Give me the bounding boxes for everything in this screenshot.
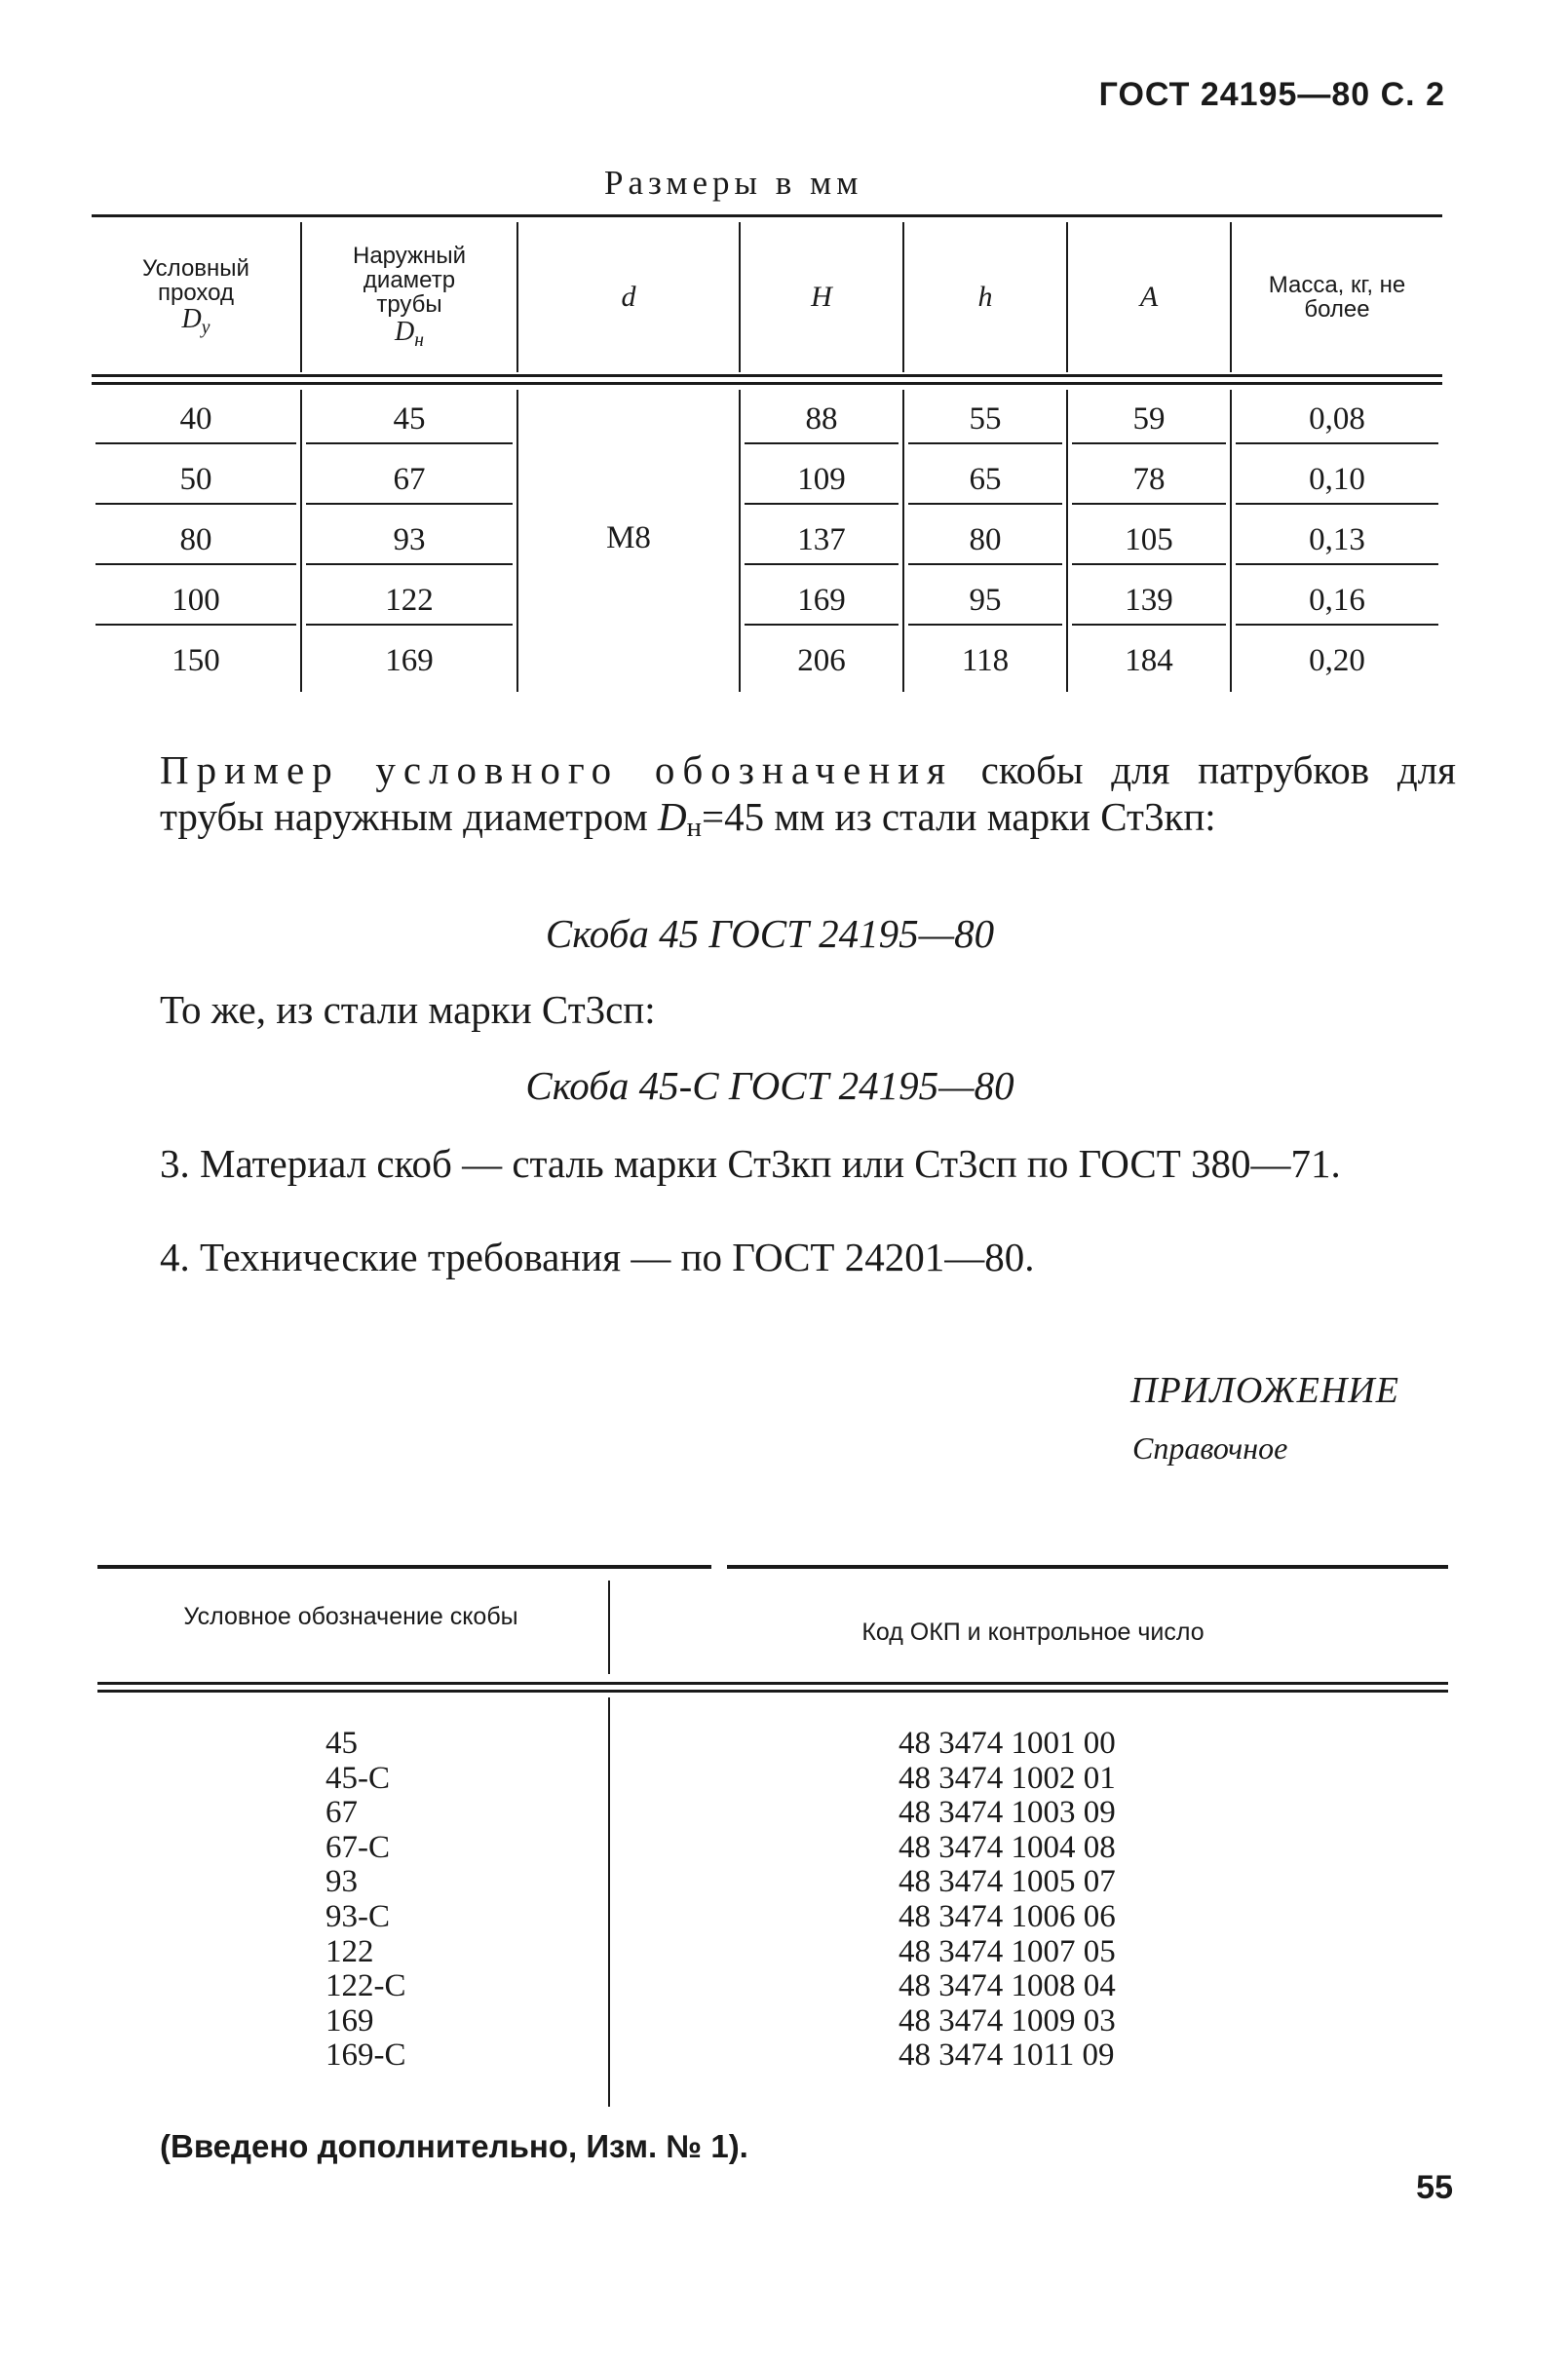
header-d: d xyxy=(621,281,636,314)
table-cell: 80 xyxy=(179,522,212,557)
row-separator xyxy=(306,624,513,626)
okp-designation: 67 xyxy=(325,1795,358,1831)
okp-code-column xyxy=(899,1727,1116,2074)
table-cell: 55 xyxy=(969,401,1002,437)
header-mass: Масса, кг, не более xyxy=(1268,271,1406,323)
table-cell: 50 xyxy=(179,462,212,497)
table-cell: 105 xyxy=(1125,522,1173,557)
okp-designation: 45 xyxy=(325,1726,358,1761)
example-paragraph xyxy=(160,746,1456,851)
appendix-subtitle: Справочное xyxy=(1132,1430,1288,1466)
row-separator xyxy=(1236,563,1438,565)
okp-code: 48 3474 1009 03 xyxy=(899,2002,1116,2038)
okp-designation: 169 xyxy=(325,2002,374,2038)
row-separator xyxy=(908,442,1062,444)
okp-designation: 122 xyxy=(325,1933,374,1969)
row-separator xyxy=(96,563,296,565)
table-cell: 169 xyxy=(797,583,846,618)
row-separator xyxy=(745,624,899,626)
okp-designation: 93-С xyxy=(325,1898,390,1934)
table-cell: 80 xyxy=(969,522,1002,557)
header-dy: Условный проход $D_у$ xyxy=(92,224,300,370)
appendix-title: ПРИЛОЖЕНИЕ xyxy=(1130,1370,1399,1411)
row-separator xyxy=(1236,624,1438,626)
row-separator xyxy=(1072,503,1226,505)
table-cell: 0,13 xyxy=(1309,522,1365,557)
table-cell: 139 xyxy=(1125,583,1173,618)
table-cell: 93 xyxy=(393,522,426,557)
row-separator xyxy=(745,563,899,565)
okp-code: 48 3474 1003 09 xyxy=(899,1795,1116,1831)
okp-designation: 93 xyxy=(325,1864,358,1900)
header-h: h xyxy=(977,281,993,314)
row-separator xyxy=(96,442,296,444)
okp-code: 48 3474 1008 04 xyxy=(899,1968,1116,2004)
table-cell: 0,10 xyxy=(1309,462,1365,497)
row-separator xyxy=(745,503,899,505)
table-cell: 206 xyxy=(797,643,846,678)
table-cell: 88 xyxy=(805,401,838,437)
d-value: М8 xyxy=(606,520,651,555)
example-lead: Пример условного обозначения xyxy=(160,747,953,792)
row-separator xyxy=(1072,563,1226,565)
row-separator xyxy=(306,503,513,505)
row-separator xyxy=(1236,503,1438,505)
table-cell: 109 xyxy=(797,462,846,497)
page-number: 55 xyxy=(1416,2169,1453,2206)
table-cell: 40 xyxy=(179,401,212,437)
row-separator xyxy=(908,563,1062,565)
item-3: 3. Материал скоб — сталь марки Ст3кп или Ст3сп по ГОСТ 380—71. xyxy=(160,1141,1341,1186)
okp-code: 48 3474 1004 08 xyxy=(899,1829,1116,1865)
row-separator xyxy=(96,503,296,505)
okp-table xyxy=(97,1565,1448,2111)
okp-code: 48 3474 1011 09 xyxy=(899,2038,1115,2074)
table-cell: 150 xyxy=(172,643,220,678)
header-dy-label: Условный проход xyxy=(142,254,249,306)
table-cell: 0,16 xyxy=(1309,583,1365,618)
row-separator xyxy=(1236,442,1438,444)
okp-designation: 67-С xyxy=(325,1829,390,1865)
table-cell: 65 xyxy=(969,462,1002,497)
okp-header-code: Код ОКП и контрольное число xyxy=(861,1619,1205,1646)
table-cell: 118 xyxy=(961,643,1010,678)
formula-2: Скоба 45-С ГОСТ 24195—80 xyxy=(525,1063,1014,1108)
row-separator xyxy=(908,503,1062,505)
row-separator xyxy=(306,563,513,565)
row-separator xyxy=(1072,442,1226,444)
okp-designation: 45-С xyxy=(325,1760,390,1796)
header-H: H xyxy=(811,281,832,314)
page-header: ГОСТ 24195—80 С. 2 xyxy=(1098,76,1445,113)
example-body: скобы для патрубков для трубы наружным диаметром xyxy=(160,747,1456,839)
table-cell: 184 xyxy=(1125,643,1173,678)
header-A: A xyxy=(1139,281,1159,314)
table-cell: 0,08 xyxy=(1309,401,1365,437)
header-dn-label: Наружный диаметр трубы xyxy=(353,242,466,319)
header-dn: Наружный диаметр трубы $D_н$ xyxy=(302,224,516,370)
okp-header-designation: Условное обозначение скобы xyxy=(183,1603,518,1630)
okp-designation-column xyxy=(325,1727,406,2074)
table-cell: 137 xyxy=(797,522,846,557)
table-cell: 122 xyxy=(385,583,434,618)
table-cell: 45 xyxy=(393,401,426,437)
row-separator xyxy=(1072,624,1226,626)
row-separator xyxy=(745,442,899,444)
okp-code: 48 3474 1007 05 xyxy=(899,1933,1116,1969)
same-text: То же, из стали марки Ст3сп: xyxy=(160,987,656,1032)
row-separator xyxy=(96,624,296,626)
row-separator xyxy=(908,624,1062,626)
table-caption: Размеры в мм xyxy=(604,164,863,202)
dn-symbol: $D_н$ xyxy=(658,794,703,843)
okp-code: 48 3474 1006 06 xyxy=(899,1898,1116,1934)
table-cell: 0,20 xyxy=(1309,643,1365,678)
item-4: 4. Технические требования — по ГОСТ 24201—80. xyxy=(160,1235,1035,1279)
table-cell: 78 xyxy=(1132,462,1166,497)
formula-1: Скоба 45 ГОСТ 24195—80 xyxy=(545,911,995,956)
table-cell: 100 xyxy=(172,583,220,618)
dimensions-table xyxy=(92,214,1442,702)
row-separator xyxy=(306,442,513,444)
okp-code: 48 3474 1001 00 xyxy=(899,1726,1116,1761)
okp-designation: 122-С xyxy=(325,1968,406,2004)
amendment-note: (Введено дополнительно, Изм. № 1). xyxy=(160,2128,748,2164)
table-cell: 59 xyxy=(1132,401,1166,437)
okp-code: 48 3474 1005 07 xyxy=(899,1864,1116,1900)
okp-code: 48 3474 1002 01 xyxy=(899,1760,1116,1796)
okp-designation: 169-С xyxy=(325,2038,406,2074)
table-cell: 169 xyxy=(385,643,434,678)
example-tail: =45 мм из стали марки Ст3кп: xyxy=(702,794,1216,839)
table-cell: 67 xyxy=(393,462,426,497)
table-cell: 95 xyxy=(969,583,1002,618)
